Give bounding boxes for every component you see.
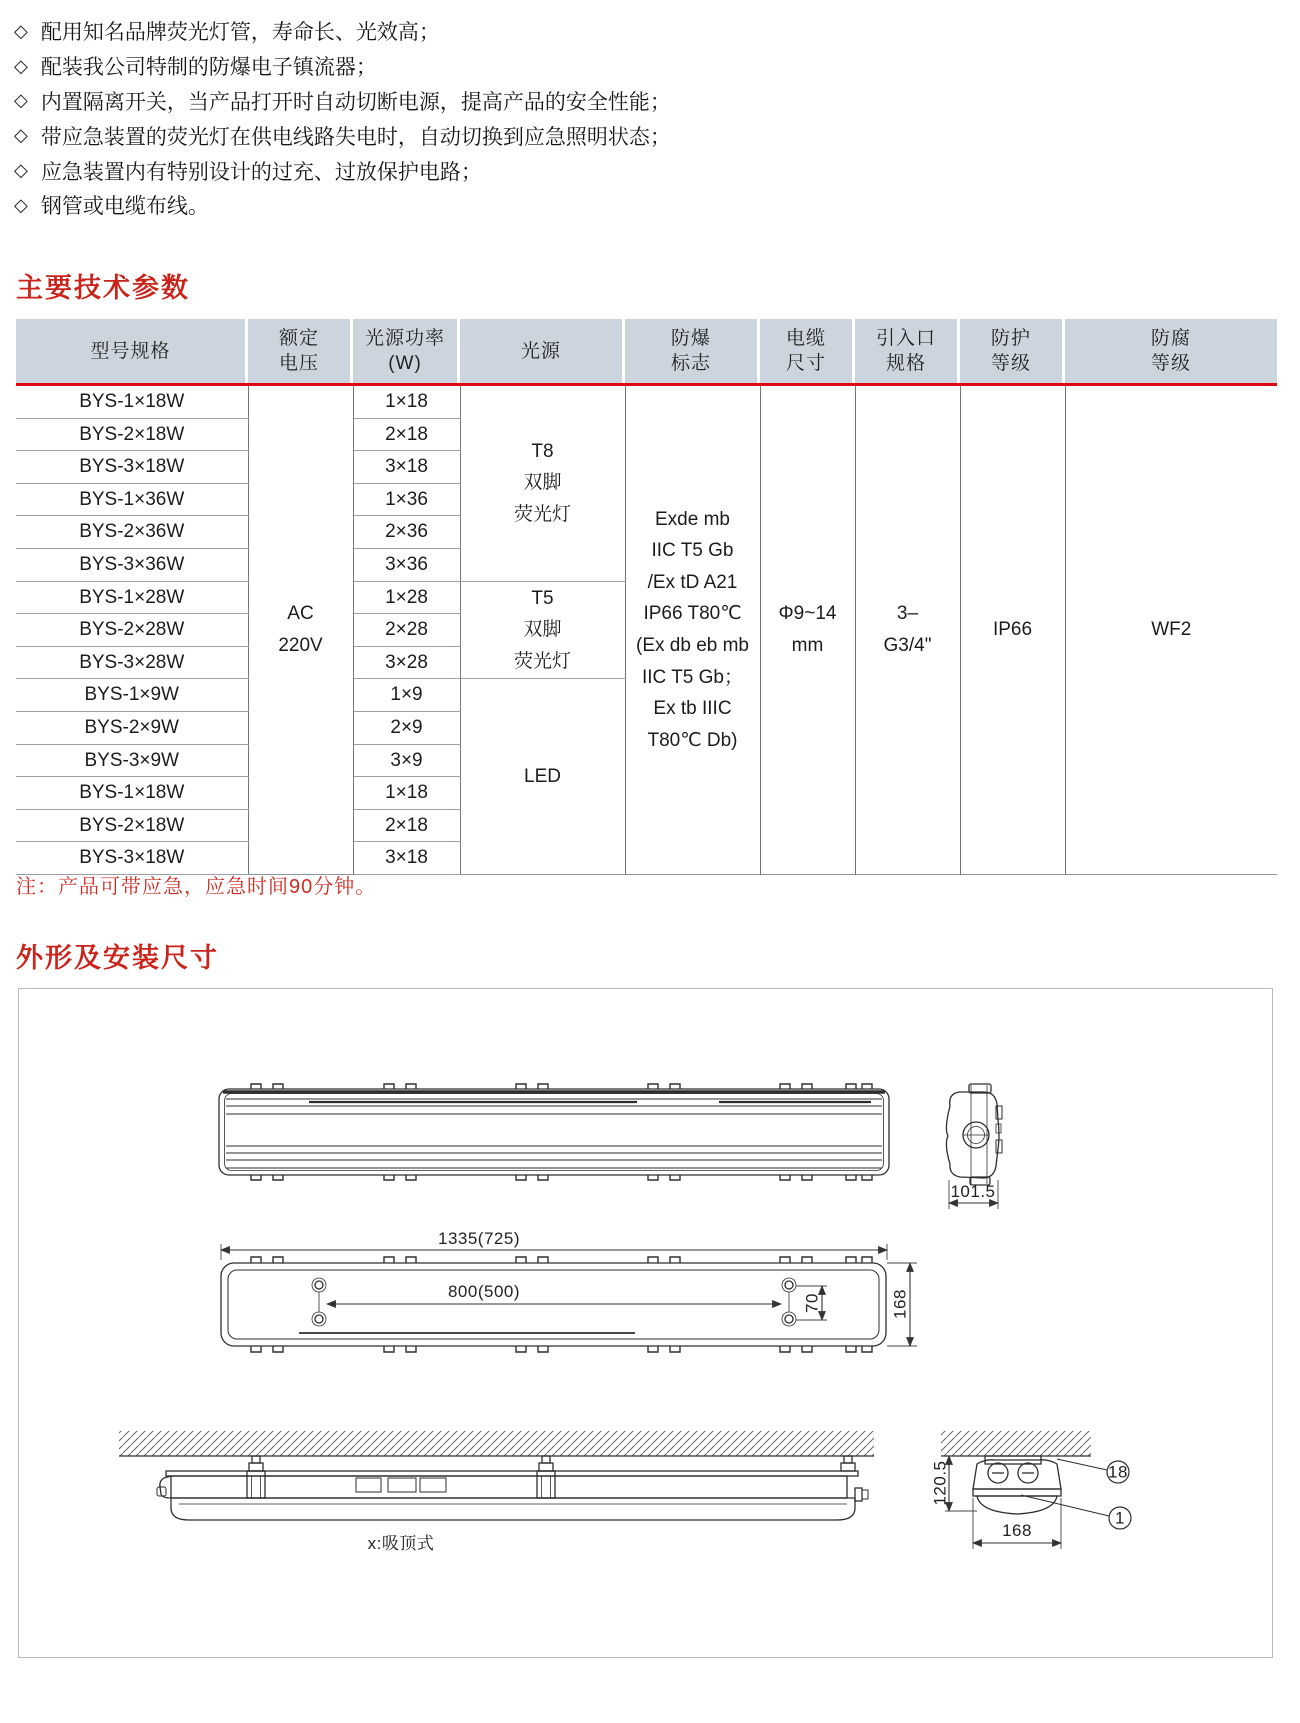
rated-voltage-cell (248, 386, 353, 874)
header-label: 光源 (520, 340, 561, 362)
entry-spec-cell (855, 386, 960, 874)
header-label: 防爆 (670, 328, 711, 349)
power-cell (353, 418, 460, 451)
header-label: 型号规格 (90, 340, 171, 362)
model-cell-text: BYS-3×36W (79, 553, 185, 575)
side-view (946, 1084, 1002, 1185)
model-cell (16, 451, 248, 484)
header-col-power (353, 319, 460, 383)
ex-mark-cell-text: IIC T5 Gb (651, 540, 734, 562)
dim-side-width (949, 1180, 998, 1209)
model-cell (16, 646, 248, 679)
header-label: (W) (388, 353, 422, 374)
dim-mount-height-label: 120.5 (930, 1460, 950, 1506)
ex-mark-cell-text: IIC T5 Gb； (641, 666, 743, 688)
power-cell (353, 451, 460, 484)
model-cell-text: BYS-3×18W (79, 847, 185, 869)
dim-hole-offset (796, 1286, 827, 1320)
model-cell-text: BYS-2×18W (79, 814, 185, 836)
power-cell-text: 2×18 (385, 423, 428, 445)
table-note: 注：产品可带应急，应急时间90分钟。 (16, 876, 377, 898)
mount-hole (785, 1315, 793, 1323)
model-cell-text: BYS-1×9W (84, 684, 179, 706)
model-cell-text: BYS-1×36W (79, 488, 185, 510)
spec-table-body (16, 386, 1277, 875)
power-cell-text: 3×9 (390, 749, 423, 771)
mount-clips (251, 1175, 872, 1180)
header-col-voltage (248, 319, 353, 383)
dim-end-width (973, 1498, 1061, 1549)
spec-table (16, 319, 1277, 875)
header-label: 光源功率 (364, 328, 445, 349)
model-cell-text: BYS-1×18W (79, 391, 185, 412)
dimension-drawings (19, 989, 1272, 1657)
header-col-anticorrosion (1065, 319, 1277, 383)
feature-list (14, 14, 671, 223)
header-label: 等级 (1150, 353, 1191, 374)
model-cell-text: BYS-1×28W (79, 586, 185, 608)
rated-voltage-cell-text: AC (287, 603, 314, 625)
ceiling-bolt (841, 1456, 855, 1471)
model-cell (16, 777, 248, 810)
dimension-figure (18, 988, 1273, 1658)
light-source-cell-text: T5 (531, 587, 554, 609)
power-cell (353, 809, 460, 842)
ex-mark-cell-text: (Ex db eb mb (636, 634, 749, 656)
power-cell (353, 548, 460, 581)
ex-mark-cell-text: T80℃ Db) (647, 729, 738, 751)
light-source-cell-text: 荧光灯 (513, 650, 571, 672)
cable-gland (855, 1488, 862, 1501)
diamond-bullet-icon: ◇ (14, 55, 28, 76)
model-cell (16, 418, 248, 451)
power-cell-text: 2×18 (385, 814, 428, 836)
power-cell (353, 646, 460, 679)
feature-item (14, 153, 671, 188)
header-label: 等级 (990, 353, 1031, 374)
model-cell (16, 548, 248, 581)
mount-hole (315, 1315, 323, 1323)
dim-hole-offset-label: 70 (802, 1293, 822, 1313)
spec-row-0 (16, 386, 1277, 418)
balloon-1-label: 1 (1115, 1508, 1125, 1528)
feature-text: 配装我公司特制的防爆电子镇流器； (40, 56, 377, 80)
power-cell (353, 581, 460, 614)
cable-size-cell-text: mm (791, 634, 824, 656)
model-cell-text: BYS-2×18W (79, 423, 185, 445)
feature-text: 带应急装置的荧光灯在供电线路失电时，自动切换到应急照明状态； (40, 125, 671, 149)
model-cell-text: BYS-2×36W (79, 521, 185, 543)
ceiling-bolt (539, 1456, 553, 1471)
light-source-cell (460, 679, 625, 875)
mount-clips (251, 1084, 872, 1089)
dim-width (887, 1263, 917, 1346)
power-cell-text: 3×18 (385, 456, 428, 478)
feature-text: 应急装置内有特别设计的过充、过放保护电路； (40, 160, 482, 184)
dim-mount-height (931, 1456, 978, 1511)
header-label: 尺寸 (785, 353, 826, 374)
model-cell-text: BYS-3×18W (79, 456, 185, 478)
header-col-source (460, 319, 625, 383)
power-cell-text: 1×18 (385, 391, 428, 412)
header-label: 引入口 (875, 328, 936, 349)
ceiling-mount-end-view (941, 1431, 1091, 1514)
power-cell (353, 777, 460, 810)
diamond-bullet-icon: ◇ (14, 194, 28, 215)
model-cell-text: BYS-2×28W (79, 619, 185, 641)
power-cell-text: 2×36 (385, 521, 428, 543)
dim-hole-span (327, 1282, 781, 1304)
light-source-cell (460, 386, 625, 581)
power-cell (353, 516, 460, 549)
ceiling-bolt (249, 1456, 263, 1471)
dim-width-label: 168 (890, 1289, 910, 1319)
cable-size-cell-text: Φ9~14 (778, 603, 837, 625)
anticorrosion-cell (1065, 386, 1277, 874)
header-label: 标志 (670, 353, 711, 374)
power-cell-text: 3×18 (385, 847, 428, 869)
power-cell (353, 614, 460, 647)
model-cell (16, 581, 248, 614)
header-label: 电压 (278, 353, 319, 374)
rated-voltage-cell-text: 220V (278, 634, 323, 656)
light-source-cell-text: T8 (531, 440, 554, 462)
power-cell-text: 3×36 (385, 553, 428, 575)
light-source-cell (460, 581, 625, 679)
model-cell-text: BYS-1×18W (79, 782, 185, 804)
ex-mark-cell (625, 386, 760, 874)
header-label: 额定 (278, 328, 319, 349)
diamond-bullet-icon: ◇ (14, 20, 28, 41)
model-cell (16, 744, 248, 777)
header-col-model (16, 319, 248, 383)
model-cell (16, 711, 248, 744)
front-view (219, 1084, 889, 1180)
power-cell (353, 744, 460, 777)
power-cell (353, 483, 460, 516)
power-cell-text: 1×9 (390, 684, 423, 706)
section-title-dimensions: 外形及安装尺寸 (16, 943, 219, 973)
power-cell (353, 386, 460, 418)
balloon-18-label: 18 (1108, 1462, 1128, 1482)
header-label: 防腐 (1150, 328, 1191, 349)
model-cell (16, 516, 248, 549)
dim-hole-span-label: 800(500) (447, 1282, 521, 1301)
light-source-cell-text: 荧光灯 (513, 504, 571, 526)
entry-spec-cell-text: 3– (896, 603, 919, 625)
dim-side-width-label: 101.5 (950, 1182, 996, 1201)
light-source-cell-text: LED (524, 765, 561, 787)
ceiling-hatch (119, 1431, 874, 1456)
header-col-protection (960, 319, 1065, 383)
diamond-bullet-icon: ◇ (14, 90, 28, 111)
diamond-bullet-icon: ◇ (14, 125, 28, 146)
power-cell (353, 679, 460, 712)
ex-mark-cell-text: IP66 T80℃ (643, 603, 742, 625)
spec-table-header (16, 319, 1277, 383)
ex-mark-cell-text: Exde mb (655, 508, 730, 530)
protection-cell (960, 386, 1065, 874)
ceiling-mount-view (119, 1431, 874, 1553)
feature-item (14, 84, 671, 119)
ex-mark-cell-text: /Ex tD A21 (647, 571, 738, 593)
mount-hole (315, 1281, 323, 1289)
feature-text: 配用知名品牌荧光灯管，寿命长、光效高； (40, 21, 440, 45)
section-title-tech-params: 主要技术参数 (16, 273, 190, 303)
ceiling-hatch (941, 1431, 1091, 1456)
power-cell-text: 1×28 (385, 586, 428, 608)
feature-text: 钢管或电缆布线。 (40, 195, 209, 219)
anticorrosion-cell-text: WF2 (1151, 619, 1192, 641)
cable-size-cell (760, 386, 855, 874)
feature-item (14, 14, 671, 49)
model-cell-text: BYS-3×9W (84, 749, 179, 771)
model-cell-text: BYS-2×9W (84, 716, 179, 738)
mount-type-label: x:吸顶式 (367, 1534, 435, 1553)
mount-clips (251, 1257, 872, 1263)
model-cell (16, 483, 248, 516)
header-label: 防护 (990, 328, 1031, 349)
power-cell-text: 2×9 (390, 716, 423, 738)
header-col-entry-spec (855, 319, 960, 383)
ex-mark-cell-text: Ex tb IIIC (653, 698, 732, 720)
mount-hole (785, 1281, 793, 1289)
dim-length (221, 1229, 887, 1260)
power-cell-text: 1×36 (385, 488, 428, 510)
light-source-cell-text: 双脚 (523, 472, 562, 494)
header-col-cable-size (760, 319, 855, 383)
dim-end-width-label: 168 (1002, 1521, 1032, 1540)
protection-cell-text: IP66 (992, 619, 1033, 641)
header-label: 电缆 (785, 328, 826, 349)
power-cell-text: 2×28 (385, 619, 428, 641)
header-col-ex-mark (625, 319, 760, 383)
model-cell-text: BYS-3×28W (79, 651, 185, 673)
diamond-bullet-icon: ◇ (14, 160, 28, 181)
light-source-cell-text: 双脚 (523, 619, 562, 641)
model-cell (16, 614, 248, 647)
model-cell (16, 809, 248, 842)
entry-spec-cell-text: G3/4" (883, 634, 932, 656)
mount-clips (251, 1346, 872, 1352)
dim-length-label: 1335(725) (437, 1229, 521, 1248)
model-cell (16, 679, 248, 712)
feature-item (14, 188, 671, 223)
power-cell-text: 3×28 (385, 651, 428, 673)
feature-text: 内置隔离开关，当产品打开时自动切断电源，提高产品的安全性能； (40, 90, 671, 114)
power-cell (353, 711, 460, 744)
feature-item (14, 118, 671, 153)
power-cell-text: 1×18 (385, 782, 428, 804)
header-label: 规格 (885, 353, 926, 374)
feature-item (14, 49, 671, 84)
model-cell (16, 386, 248, 418)
